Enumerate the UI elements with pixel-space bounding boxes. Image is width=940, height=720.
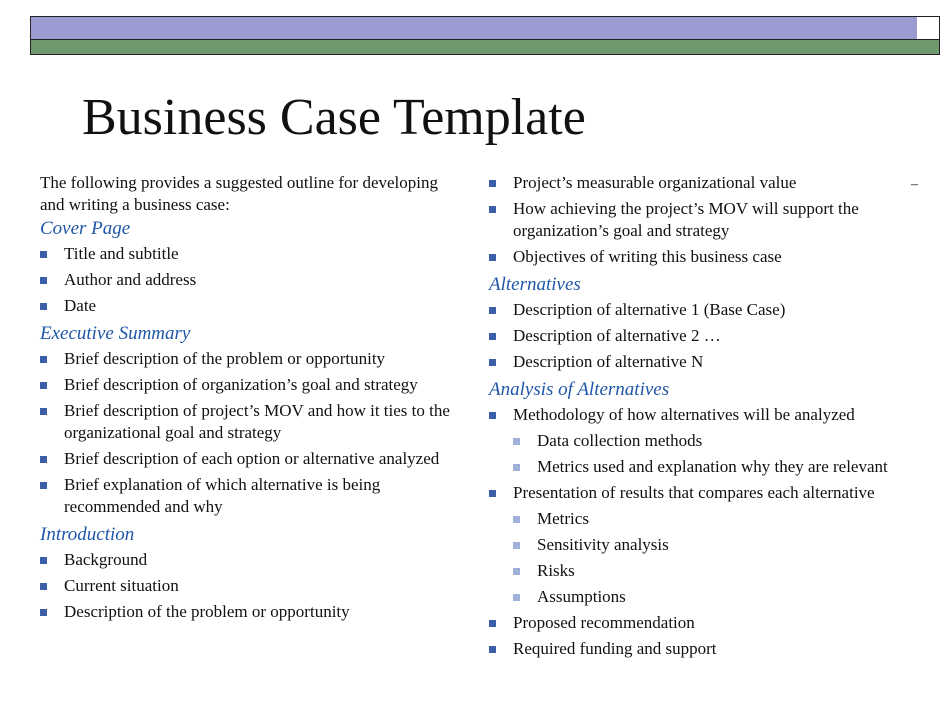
section-heading: Cover Page bbox=[40, 218, 131, 239]
sub-list-item bbox=[513, 430, 919, 452]
list-item-text: Description of alternative N bbox=[513, 352, 704, 371]
square-bullet-icon bbox=[40, 356, 47, 363]
list-item bbox=[489, 198, 919, 242]
square-sub-bullet-icon bbox=[513, 542, 520, 549]
list-item-text: Description of alternative 1 (Base Case) bbox=[513, 300, 786, 319]
list-item-text: Description of the problem or opportunity bbox=[64, 602, 350, 621]
list-item-text: Project’s measurable organizational value bbox=[513, 173, 797, 192]
left-column bbox=[40, 172, 465, 627]
right-sections bbox=[489, 172, 919, 660]
list-item bbox=[489, 246, 919, 268]
square-bullet-icon bbox=[40, 456, 47, 463]
sub-bullet-list bbox=[513, 430, 919, 478]
square-bullet-icon bbox=[489, 412, 496, 419]
list-item bbox=[40, 549, 465, 571]
list-item-text: Background bbox=[64, 550, 148, 569]
square-bullet-icon bbox=[489, 254, 496, 261]
list-item bbox=[489, 612, 919, 634]
square-bullet-icon bbox=[40, 382, 47, 389]
list-item-text: Objectives of writing this business case bbox=[513, 247, 782, 266]
sub-list-item bbox=[513, 586, 919, 608]
list-item bbox=[489, 638, 919, 660]
corner-mark: – bbox=[911, 177, 918, 192]
list-item bbox=[40, 243, 465, 265]
list-item bbox=[40, 269, 465, 291]
bullet-list bbox=[40, 348, 465, 518]
list-item bbox=[489, 325, 919, 347]
bullet-list bbox=[40, 549, 465, 623]
list-item bbox=[40, 448, 465, 470]
sub-list-item bbox=[513, 534, 919, 556]
list-item-text: How achieving the project’s MOV will support the organization’s goal and strategy bbox=[513, 199, 859, 240]
list-item bbox=[40, 400, 465, 444]
section-heading: Analysis of Alternatives bbox=[489, 379, 670, 400]
intro-text: The following provides a suggested outline for developing and writing a business case: bbox=[40, 173, 438, 214]
section-heading: Introduction bbox=[40, 524, 135, 545]
section-heading: Executive Summary bbox=[40, 323, 191, 344]
right-column bbox=[489, 172, 919, 664]
square-bullet-icon bbox=[489, 206, 496, 213]
bullet-list bbox=[40, 243, 465, 317]
square-bullet-icon bbox=[489, 307, 496, 314]
header-bar-top-end bbox=[917, 16, 940, 40]
square-sub-bullet-icon bbox=[513, 438, 520, 445]
sub-list-item-text: Data collection methods bbox=[537, 431, 703, 450]
sub-list-item-text: Metrics used and explanation why they are relevant bbox=[537, 457, 888, 476]
sub-list-item-text: Assumptions bbox=[537, 587, 626, 606]
list-item bbox=[489, 172, 919, 194]
square-bullet-icon bbox=[40, 557, 47, 564]
square-bullet-icon bbox=[40, 609, 47, 616]
square-sub-bullet-icon bbox=[513, 516, 520, 523]
sub-list-item bbox=[513, 508, 919, 530]
square-sub-bullet-icon bbox=[513, 568, 520, 575]
list-item bbox=[40, 374, 465, 396]
list-item bbox=[40, 295, 465, 317]
square-bullet-icon bbox=[40, 277, 47, 284]
slide-title: Business Case Template bbox=[82, 89, 586, 146]
list-item-text: Brief description of the problem or opportunity bbox=[64, 349, 386, 368]
sub-list-item-text: Sensitivity analysis bbox=[537, 535, 669, 554]
square-bullet-icon bbox=[489, 490, 496, 497]
list-item bbox=[489, 404, 919, 478]
list-item-text: Brief description of organization’s goal and strategy bbox=[64, 375, 418, 394]
list-item-text: Brief description of project’s MOV and how it ties to the organizational goal and strategy bbox=[64, 401, 450, 442]
list-item-text: Author and address bbox=[64, 270, 197, 289]
bullet-list bbox=[489, 299, 919, 373]
list-item-text: Brief explanation of which alternative is being recommended and why bbox=[64, 475, 381, 516]
square-bullet-icon bbox=[489, 359, 496, 366]
list-item bbox=[489, 351, 919, 373]
section-heading: Alternatives bbox=[489, 274, 581, 295]
square-bullet-icon bbox=[489, 646, 496, 653]
square-bullet-icon bbox=[40, 482, 47, 489]
header-bar-top bbox=[30, 16, 918, 40]
list-item-text: Proposed recommendation bbox=[513, 613, 695, 632]
square-bullet-icon bbox=[40, 303, 47, 310]
list-item bbox=[40, 575, 465, 597]
sub-list-item-text: Metrics bbox=[537, 509, 589, 528]
list-item-text: Description of alternative 2 … bbox=[513, 326, 721, 345]
square-bullet-icon bbox=[489, 333, 496, 340]
sub-bullet-list bbox=[513, 508, 919, 608]
square-sub-bullet-icon bbox=[513, 594, 520, 601]
list-item-text: Brief description of each option or alternative analyzed bbox=[64, 449, 440, 468]
list-item-text: Current situation bbox=[64, 576, 179, 595]
sub-list-item-text: Risks bbox=[537, 561, 575, 580]
square-bullet-icon bbox=[40, 408, 47, 415]
list-item-text: Methodology of how alternatives will be analyzed bbox=[513, 405, 855, 424]
square-sub-bullet-icon bbox=[513, 464, 520, 471]
list-item-text: Title and subtitle bbox=[64, 244, 179, 263]
square-bullet-icon bbox=[489, 620, 496, 627]
list-item bbox=[40, 348, 465, 370]
header-bar-bottom-end bbox=[917, 40, 940, 55]
list-item bbox=[489, 482, 919, 608]
left-sections bbox=[40, 218, 465, 623]
list-item-text: Required funding and support bbox=[513, 639, 717, 658]
bullet-list bbox=[489, 172, 919, 268]
list-item bbox=[40, 474, 465, 518]
sub-list-item bbox=[513, 456, 919, 478]
list-item bbox=[489, 299, 919, 321]
list-item-text: Date bbox=[64, 296, 97, 315]
square-bullet-icon bbox=[40, 251, 47, 258]
list-item-text: Presentation of results that compares each alternative bbox=[513, 483, 875, 502]
list-item bbox=[40, 601, 465, 623]
bullet-list bbox=[489, 404, 919, 660]
sub-list-item bbox=[513, 560, 919, 582]
square-bullet-icon bbox=[489, 180, 496, 187]
header-bar-bottom bbox=[30, 40, 918, 55]
square-bullet-icon bbox=[40, 583, 47, 590]
